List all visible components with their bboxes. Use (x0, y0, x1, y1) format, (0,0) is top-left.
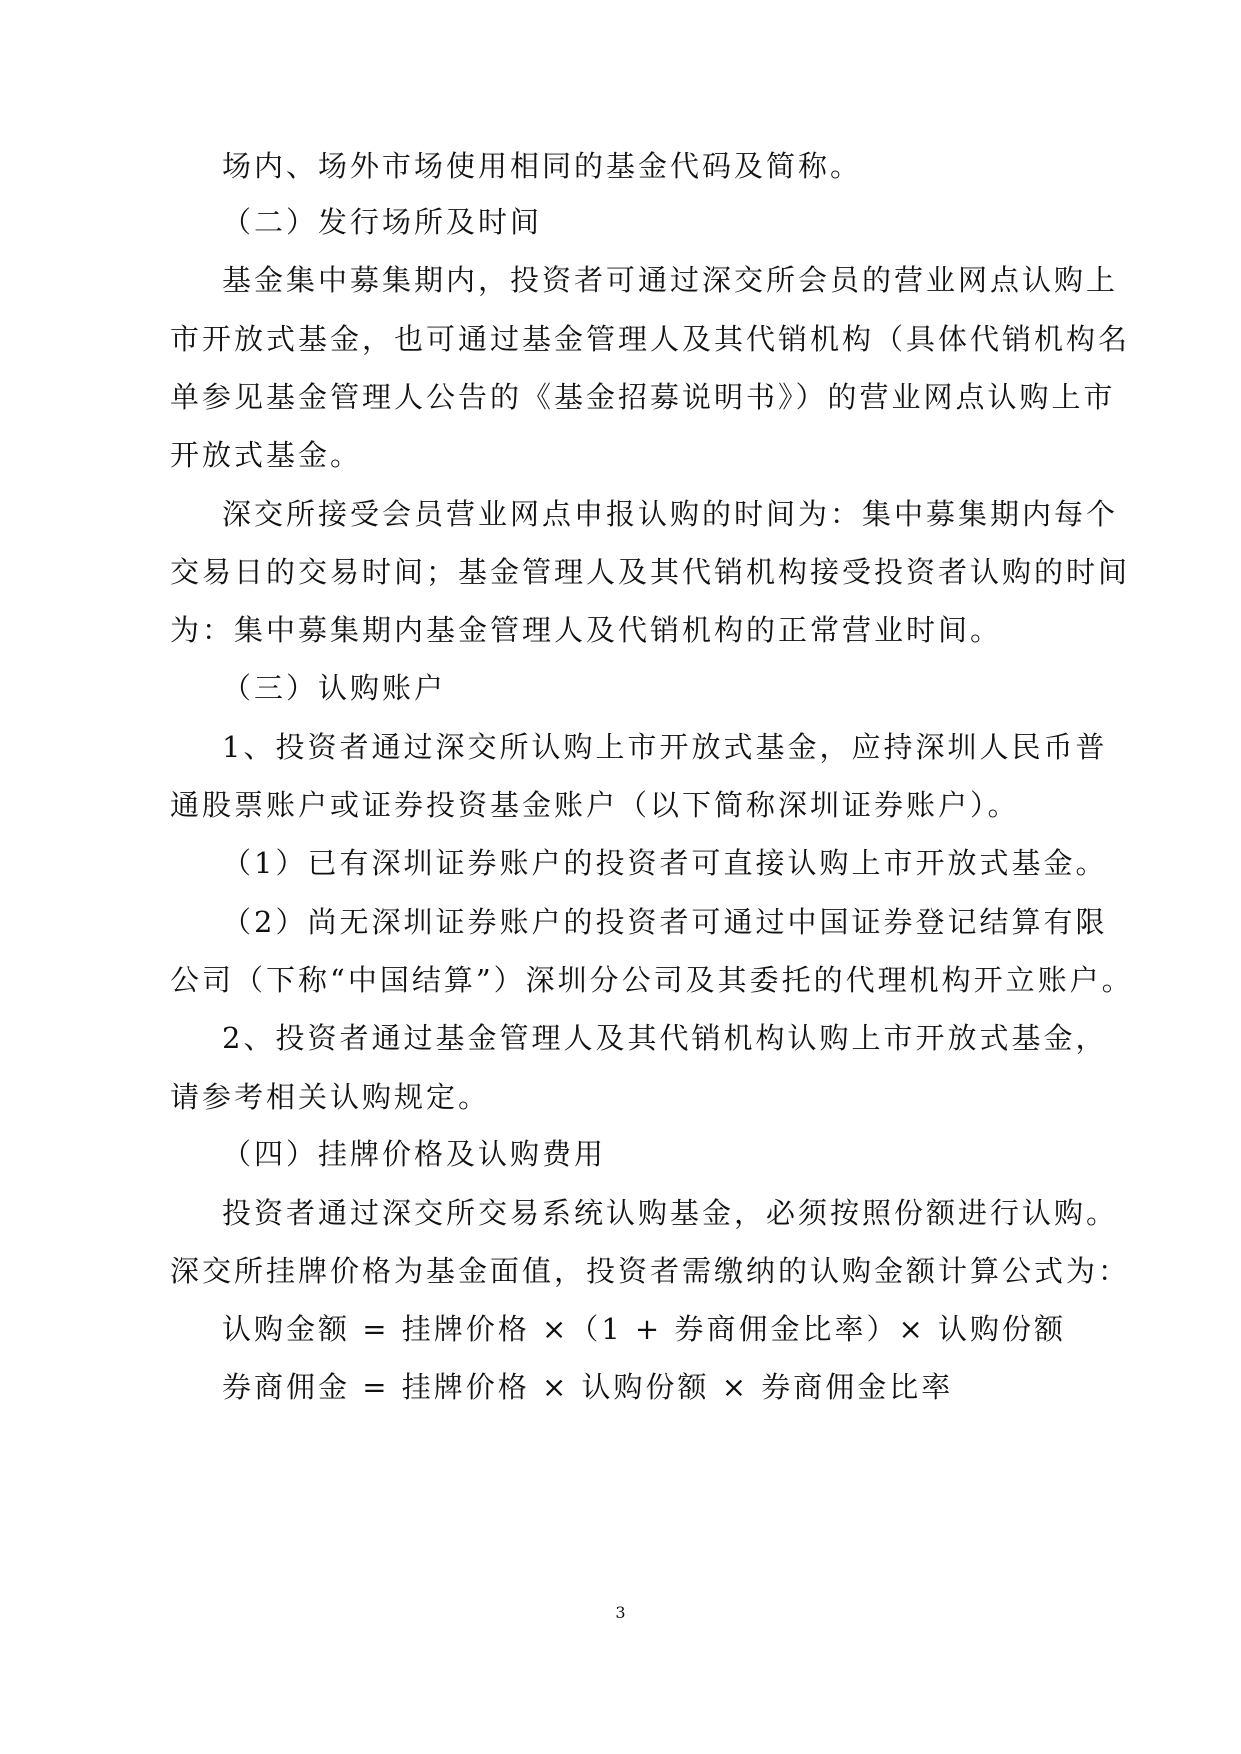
text-line: 通股票账户或证券投资基金账户（以下简称深圳证券账户）。 (170, 788, 1020, 822)
text-line: 市开放式基金，也可通过基金管理人及其代销机构（具体代销机构名 (170, 322, 1131, 356)
text-line: 单参见基金管理人公告的《基金招募说明书》）的营业网点认购上市 (170, 380, 1116, 414)
text-line: （1）已有深圳证券账户的投资者可直接认购上市开放式基金。 (222, 846, 1108, 880)
text-line: 交易日的交易时间；基金管理人及其代销机构接受投资者认购的时间 (170, 555, 1131, 589)
section-heading: （二）发行场所及时间 (222, 205, 543, 239)
formula-line: 券商佣金 = 挂牌价格 × 认购份额 × 券商佣金比率 (222, 1370, 954, 1404)
formula-line: 认购金额 = 挂牌价格 ×（1 + 券商佣金比率）× 认购份额 (222, 1312, 1066, 1346)
text-line: 开放式基金。 (170, 438, 363, 472)
text-line: 2、投资者通过基金管理人及其代销机构认购上市开放式基金， (222, 1021, 1108, 1055)
text-line: 为：集中募集期内基金管理人及代销机构的正常营业时间。 (170, 613, 1003, 647)
text-line: 深交所接受会员营业网点申报认购的时间为：集中募集期内每个 (222, 497, 1119, 531)
section-heading: （四）挂牌价格及认购费用 (222, 1137, 607, 1171)
text-line: 请参考相关认购规定。 (170, 1080, 491, 1114)
text-line: 场内、场外市场使用相同的基金代码及简称。 (222, 149, 863, 183)
text-line: 1、投资者通过深交所认购上市开放式基金，应持深圳人民币普 (222, 730, 1108, 764)
text-line: 深交所挂牌价格为基金面值，投资者需缴纳的认购金额计算公式为： (170, 1254, 1131, 1288)
text-line: 投资者通过深交所交易系统认购基金，必须按照份额进行认购。 (222, 1196, 1119, 1230)
section-heading: （三）认购账户 (222, 671, 447, 705)
text-line: 基金集中募集期内，投资者可通过深交所会员的营业网点认购上 (222, 263, 1119, 297)
text-line: （2）尚无深圳证券账户的投资者可通过中国证券登记结算有限 (222, 905, 1108, 939)
page-number: 3 (615, 1603, 626, 1622)
text-line: 公司（下称“中国结算”）深圳分公司及其委托的代理机构开立账户。 (170, 963, 1134, 997)
